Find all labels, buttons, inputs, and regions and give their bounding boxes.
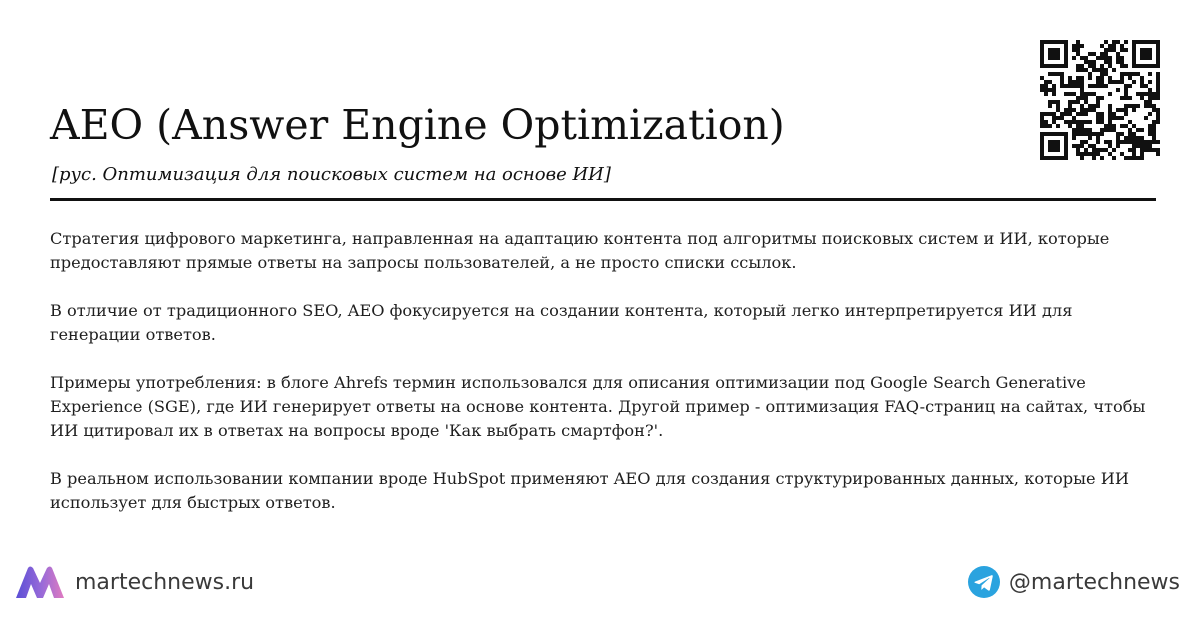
paragraph: В реальном использовании компании вроде HubSpot применяют AEO для создания структурированных данных, которые ИИ использует для быстрых ответов. [50,469,1129,512]
page-title: AEO (Answer Engine Optimization) [50,101,785,149]
martechnews-logo-icon [14,565,66,599]
telegram-link[interactable] [968,564,1180,600]
divider [50,198,1156,201]
telegram-handle: @martechnews [1008,569,1180,595]
qr-code-icon [1040,40,1160,160]
site-url: martechnews.ru [75,569,255,595]
paragraph: В отличие от традиционного SEO, AEO фокусируется на создании контента, который легко интерпретируется ИИ для генерации ответов. [50,301,1073,344]
telegram-icon [968,566,1000,598]
paragraph: Стратегия цифрового маркетинга, направленная на адаптацию контента под алгоритмы поисковых систем и ИИ, которые предоставляют прямые ответы на запросы пользователей, а не просто списки ссылок. [50,229,1110,272]
paragraph: Примеры употребления: в блоге Ahrefs термин использовался для описания оптимизации под Google Search Generative Experience (SGE), где ИИ генерирует ответы на основе контента. Другой пример - оптимизация FAQ-страниц на сайтах, чтобы ИИ цитировал их в ответах на вопросы вроде 'Как выбрать смартфон?'. [50,373,1146,440]
site-link[interactable] [14,564,254,600]
page-subtitle: [рус. Оптимизация для поисковых систем на основе ИИ] [52,164,611,185]
definition-body [50,227,1156,539]
